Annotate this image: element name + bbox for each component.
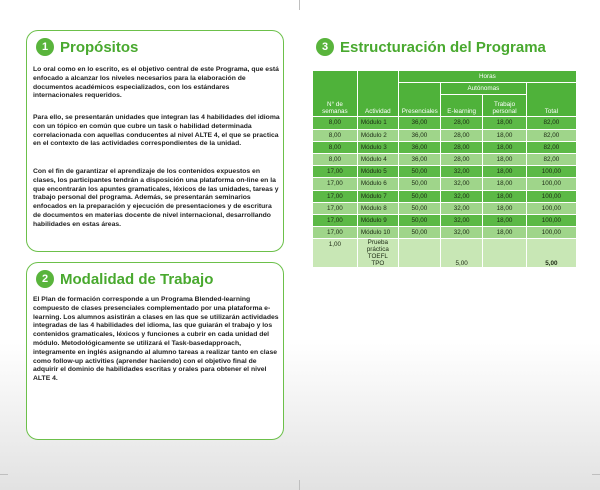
cell-trabajo: 18,00	[483, 190, 527, 202]
purposes-paragraph-2: Para ello, se presentarán unidades que integran las 4 habilidades del idioma con un tópico en común que cubre un task o habilidad determinada correlacionada con aquellas conducentes al nivel ALTE 4, el que se practica en el contexto de las actividades correspondientes de la unidad.	[33, 114, 280, 148]
cell-actividad: Módulo 10	[357, 227, 398, 239]
crop-mark	[0, 474, 8, 475]
cell-semanas: 8,00	[313, 117, 358, 129]
purposes-title	[36, 38, 138, 56]
cell-semanas: 17,00	[313, 178, 358, 190]
cell-total: 100,00	[526, 202, 576, 214]
purposes-heading: Propósitos	[60, 38, 139, 56]
cell-actividad: Módulo 9	[357, 214, 398, 226]
cell-total: 100,00	[526, 166, 576, 178]
cell-elearning: 32,00	[441, 166, 483, 178]
cell-actividad: Módulo 3	[357, 141, 398, 153]
cell-total: 82,00	[526, 141, 576, 153]
cell-actividad: Módulo 4	[357, 153, 398, 165]
cell-trabajo	[483, 239, 527, 268]
cell-trabajo: 18,00	[483, 141, 527, 153]
cell-trabajo: 18,00	[483, 178, 527, 190]
structure-title	[316, 38, 546, 56]
structure-heading: Estructuración del Programa	[340, 38, 546, 56]
cell-semanas: 17,00	[313, 214, 358, 226]
cell-elearning: 28,00	[441, 153, 483, 165]
section-number-badge: 3	[316, 38, 334, 56]
table-row	[313, 214, 577, 226]
header-autonomas: Autónomas	[441, 83, 527, 95]
header-elearning: E-learning	[441, 95, 483, 117]
cell-total: 82,00	[526, 117, 576, 129]
purposes-paragraph-3: Con el fin de garantizar el aprendizaje de los contenidos expuestos en clases, los participantes tendrán a disposición una plataforma on-line en la que encontrarán los apuntes gramaticales, léxicos de las unidades, tareas y trabajo personal del programa. Además, se presentarán seminarios enfocados en la preparación y ejecución de presentaciones y de escritura de documentos en materias docente de nivel internacional, desarrollando habilidades en estas áreas.	[33, 168, 279, 228]
cell-presenciales: 50,00	[398, 178, 440, 190]
cell-actividad: Módulo 6	[357, 178, 398, 190]
cell-semanas: 17,00	[313, 227, 358, 239]
modality-title	[36, 270, 213, 288]
cell-presenciales: 36,00	[398, 153, 440, 165]
cell-semanas: 8,00	[313, 129, 358, 141]
cell-actividad: Módulo 1	[357, 117, 398, 129]
table-row	[313, 190, 577, 202]
cell-total: 82,00	[526, 153, 576, 165]
cell-elearning: 32,00	[441, 214, 483, 226]
modality-heading: Modalidad de Trabajo	[60, 270, 214, 288]
cell-trabajo: 18,00	[483, 227, 527, 239]
section-number-badge: 2	[36, 270, 54, 288]
header-presenciales: Presenciales	[398, 83, 440, 117]
table-row	[313, 141, 577, 153]
cell-presenciales: 36,00	[398, 117, 440, 129]
cell-actividad: Prueba práctica TOEFL TPO	[357, 239, 398, 268]
cell-semanas: 8,00	[313, 141, 358, 153]
cell-trabajo: 18,00	[483, 129, 527, 141]
cell-total: 100,00	[526, 178, 576, 190]
header-actividad: Actividad	[357, 71, 398, 117]
cell-total: 5,00	[526, 239, 576, 268]
crop-mark	[299, 0, 300, 10]
cell-elearning: 32,00	[441, 227, 483, 239]
cell-semanas: 1,00	[313, 239, 358, 268]
cell-trabajo: 18,00	[483, 214, 527, 226]
cell-elearning: 28,00	[441, 129, 483, 141]
cell-presenciales: 50,00	[398, 190, 440, 202]
cell-presenciales	[398, 239, 440, 268]
table-row	[313, 178, 577, 190]
header-total: Total	[526, 83, 576, 117]
cell-presenciales: 36,00	[398, 141, 440, 153]
cell-presenciales: 50,00	[398, 227, 440, 239]
cell-trabajo: 18,00	[483, 202, 527, 214]
cell-elearning: 28,00	[441, 141, 483, 153]
cell-actividad: Módulo 8	[357, 202, 398, 214]
cell-semanas: 17,00	[313, 202, 358, 214]
crop-mark	[592, 474, 600, 475]
header-semanas: N° de semanas	[313, 71, 358, 117]
cell-actividad: Módulo 2	[357, 129, 398, 141]
cell-elearning: 28,00	[441, 117, 483, 129]
cell-trabajo: 18,00	[483, 117, 527, 129]
cell-actividad: Módulo 5	[357, 166, 398, 178]
program-structure-table	[312, 70, 577, 268]
cell-total: 100,00	[526, 227, 576, 239]
table-row	[313, 153, 577, 165]
cell-elearning: 5,00	[441, 239, 483, 268]
cell-presenciales: 50,00	[398, 166, 440, 178]
table-row	[313, 227, 577, 239]
cell-total: 82,00	[526, 129, 576, 141]
cell-elearning: 32,00	[441, 202, 483, 214]
cell-actividad: Módulo 7	[357, 190, 398, 202]
cell-elearning: 32,00	[441, 178, 483, 190]
cell-semanas: 17,00	[313, 166, 358, 178]
table-row-exam	[313, 239, 577, 268]
table-row	[313, 166, 577, 178]
section-number-badge: 1	[36, 38, 54, 56]
table-row	[313, 129, 577, 141]
cell-total: 100,00	[526, 214, 576, 226]
cell-presenciales: 36,00	[398, 129, 440, 141]
cell-presenciales: 50,00	[398, 214, 440, 226]
table-row	[313, 117, 577, 129]
cell-trabajo: 18,00	[483, 166, 527, 178]
cell-semanas: 17,00	[313, 190, 358, 202]
cell-presenciales: 50,00	[398, 202, 440, 214]
purposes-paragraph-1: Lo oral como en lo escrito, es el objetivo central de este Programa, que está enfocado a alcanzar los niveles necesarios para la elaboración de documentos académicos especializados, con los estándares internacionales requeridos.	[33, 66, 279, 100]
cell-semanas: 8,00	[313, 153, 358, 165]
header-horas: Horas	[398, 71, 576, 83]
cell-trabajo: 18,00	[483, 153, 527, 165]
cell-elearning: 32,00	[441, 190, 483, 202]
table-row	[313, 202, 577, 214]
modality-paragraph: El Plan de formación corresponde a un Programa Blended-learning compuesto de clases presenciales complementado por una plataforma e-learning. Los alumnos asistirán a clases en las que se utilizarán actividades integradas de las 4 habilidades del idioma, las que guiarán el trabajo y los contenidos gramaticales, léxicos y funciones a cubrir en cada unidad del módulo. Metodológicamente se utilizará el Task-basedapproach, integramente en inglés asignando al alumno tareas a realizar tanto en clase como follow-up activities (aprender haciendo) con el objetivo final de adquirir el dominio de habilidades escritas y orales para obtener el nivel ALTE 4.	[33, 296, 279, 383]
crop-mark	[299, 480, 300, 490]
header-trabajo: Trabajo personal	[483, 95, 527, 117]
cell-total: 100,00	[526, 190, 576, 202]
